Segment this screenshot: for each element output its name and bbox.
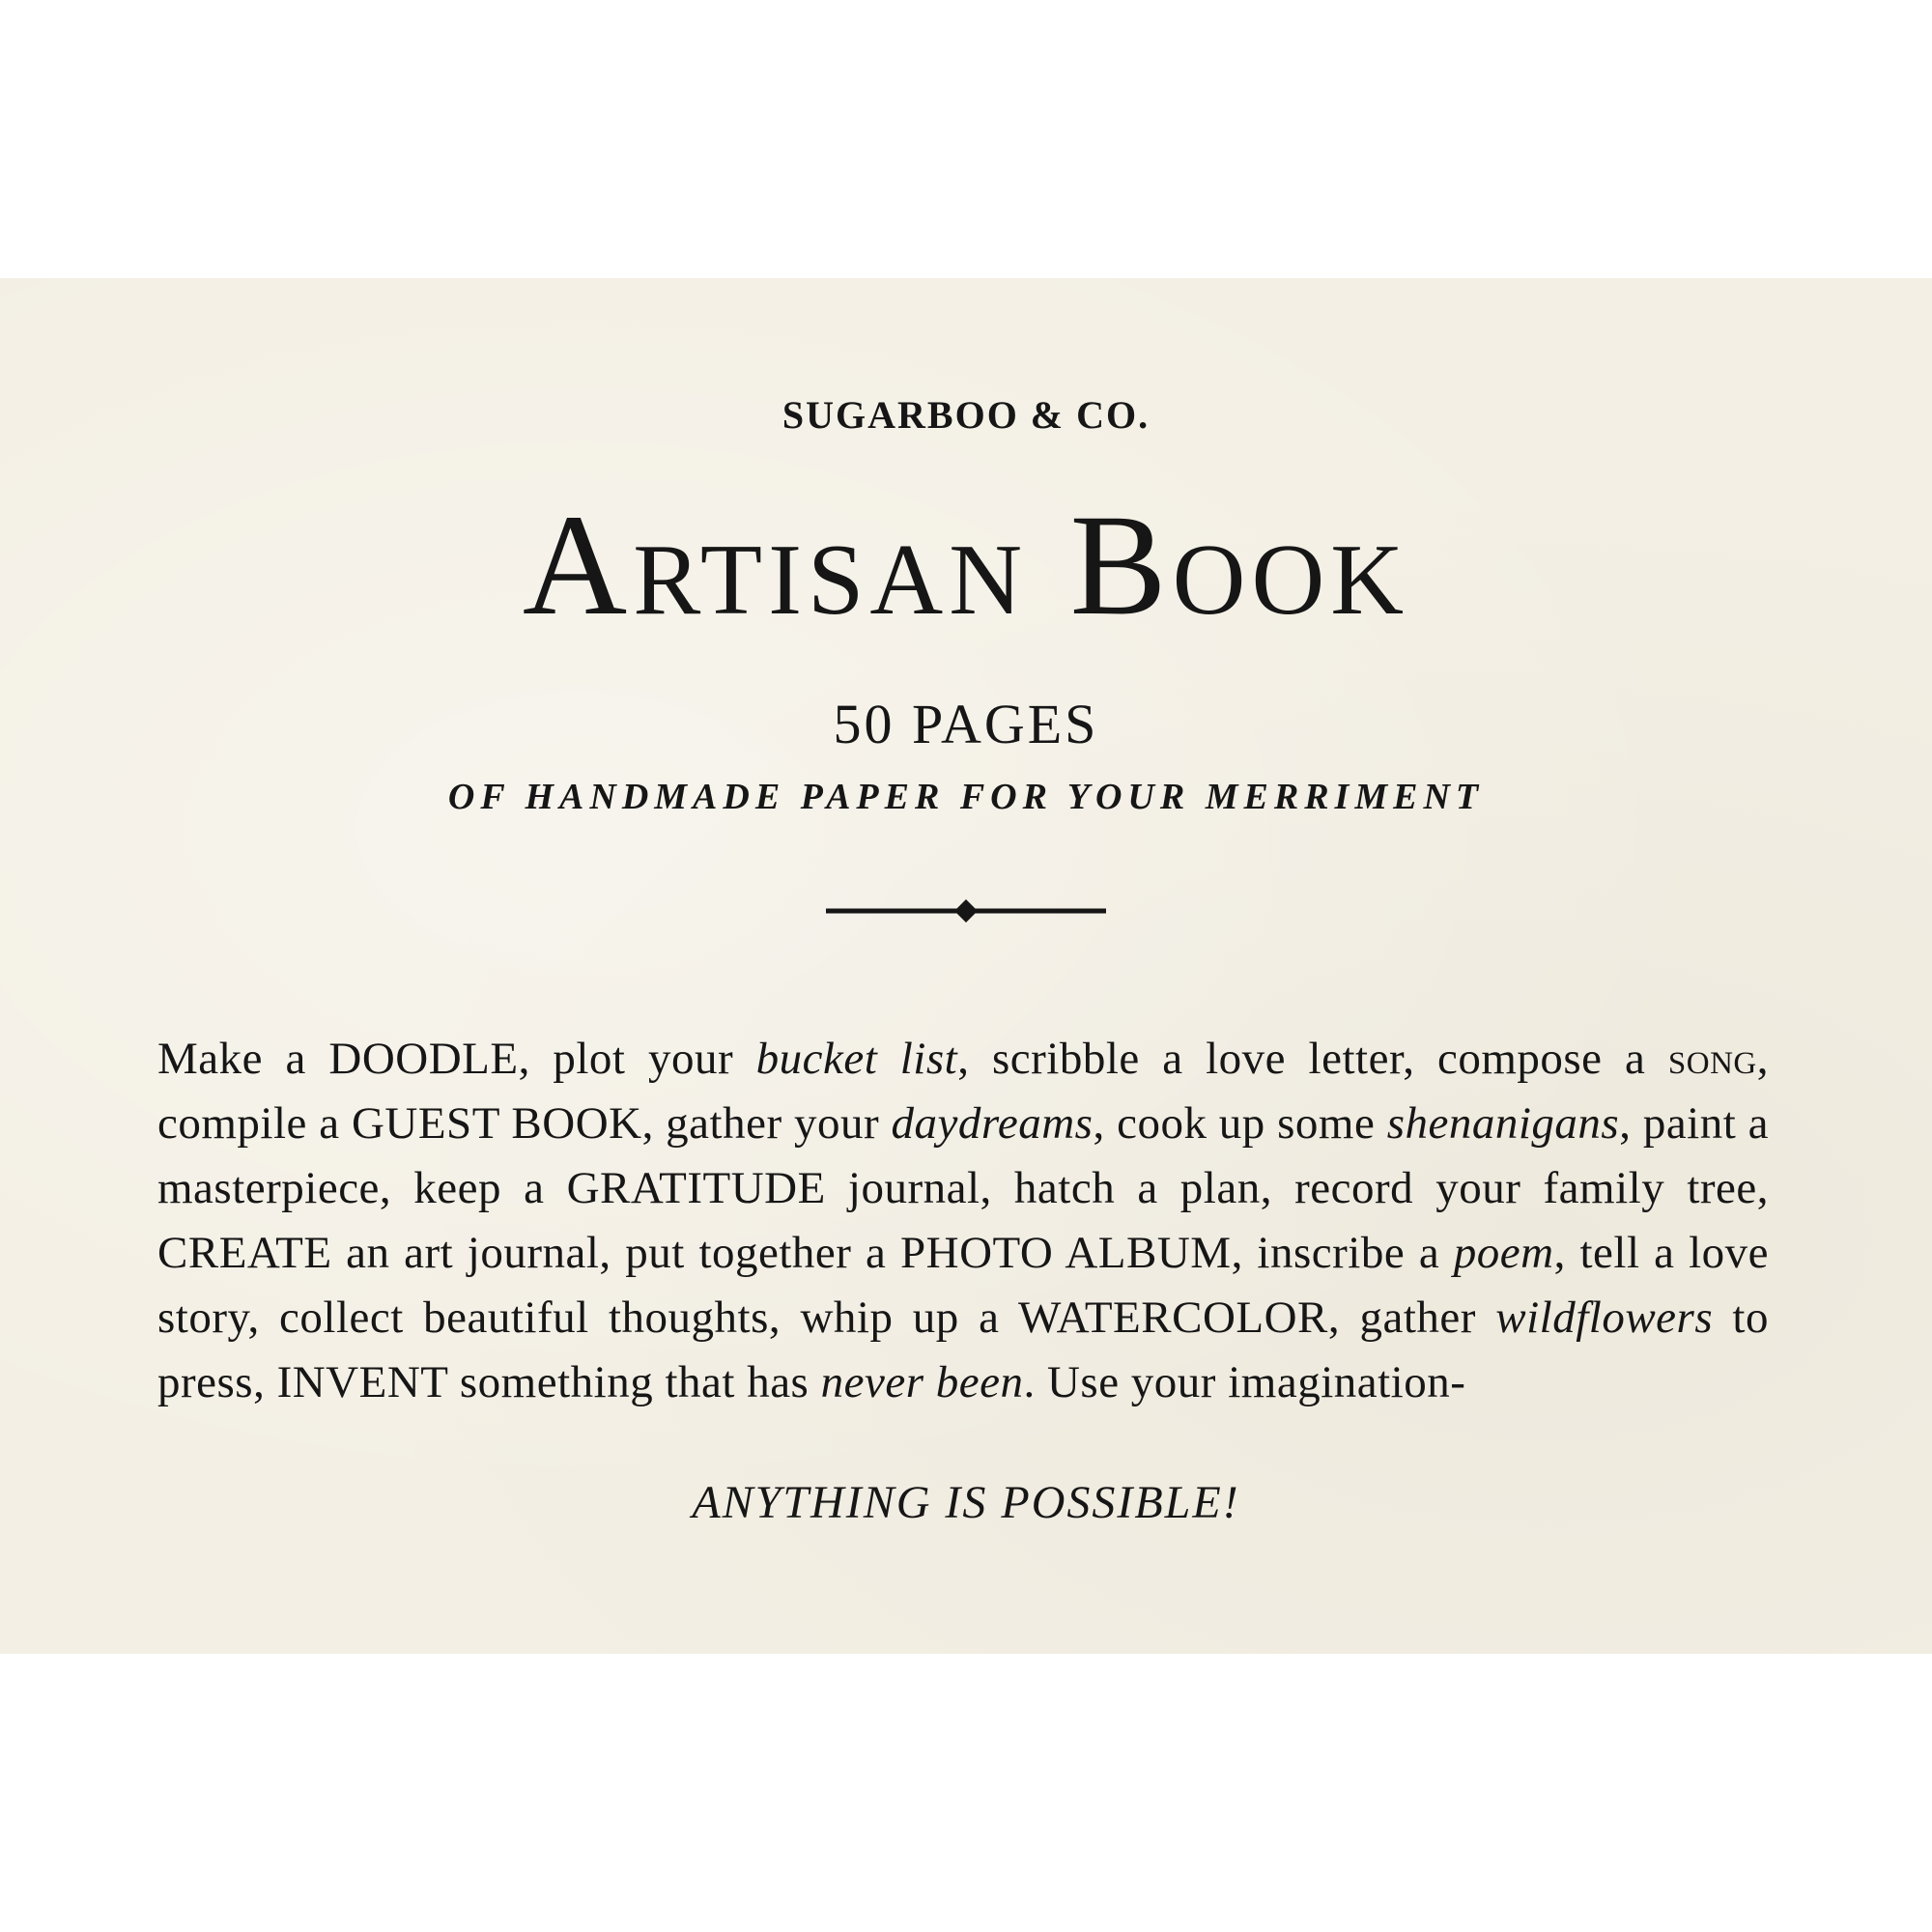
closing-line: ANYTHING IS POSSIBLE! — [692, 1477, 1240, 1528]
text-segment-italic: daydreams — [891, 1098, 1094, 1149]
text-segment-small-caps: song — [1667, 1034, 1757, 1084]
text-segment: , compile a GUEST BOOK, gather your — [157, 1034, 1770, 1149]
text-segment: , scribble a love letter, compose a — [957, 1034, 1668, 1084]
text-segment-italic: never been — [820, 1357, 1024, 1407]
text-segment: , tell a love story, collect beautiful thoughts, whip up a WATERCOLOR, gather — [157, 1228, 1769, 1343]
text-segment: to press, INVENT something that has — [157, 1293, 1769, 1407]
subtitle: OF HANDMADE PAPER FOR YOUR MERRIMENT — [447, 777, 1485, 817]
text-segment: , cook up some — [1093, 1098, 1387, 1149]
text-segment: . Use your imagination- — [1023, 1357, 1466, 1407]
brand-name: SUGARBOO & CO. — [781, 393, 1151, 437]
description-paragraph — [157, 1027, 1769, 1415]
text-segment-italic: poem — [1453, 1228, 1554, 1278]
artisan-book-card — [0, 278, 1932, 1654]
text-segment-italic: bucket list — [755, 1034, 958, 1084]
text-segment-italic: shenanigans — [1386, 1098, 1620, 1149]
text-segment: , paint a masterpiece, keep a GRATITUDE journal, hatch a plan, record your family tree, CREATE an art journal, put together a PHOTO ALBUM, inscribe a — [157, 1098, 1770, 1278]
text-segment-italic: wildflowers — [1495, 1293, 1714, 1343]
book-title: Artisan Book — [522, 485, 1410, 645]
text-segment: Make a DOODLE, plot your — [157, 1034, 756, 1084]
page-count: 50 PAGES — [833, 693, 1099, 755]
diamond-rule-icon — [826, 896, 1106, 925]
